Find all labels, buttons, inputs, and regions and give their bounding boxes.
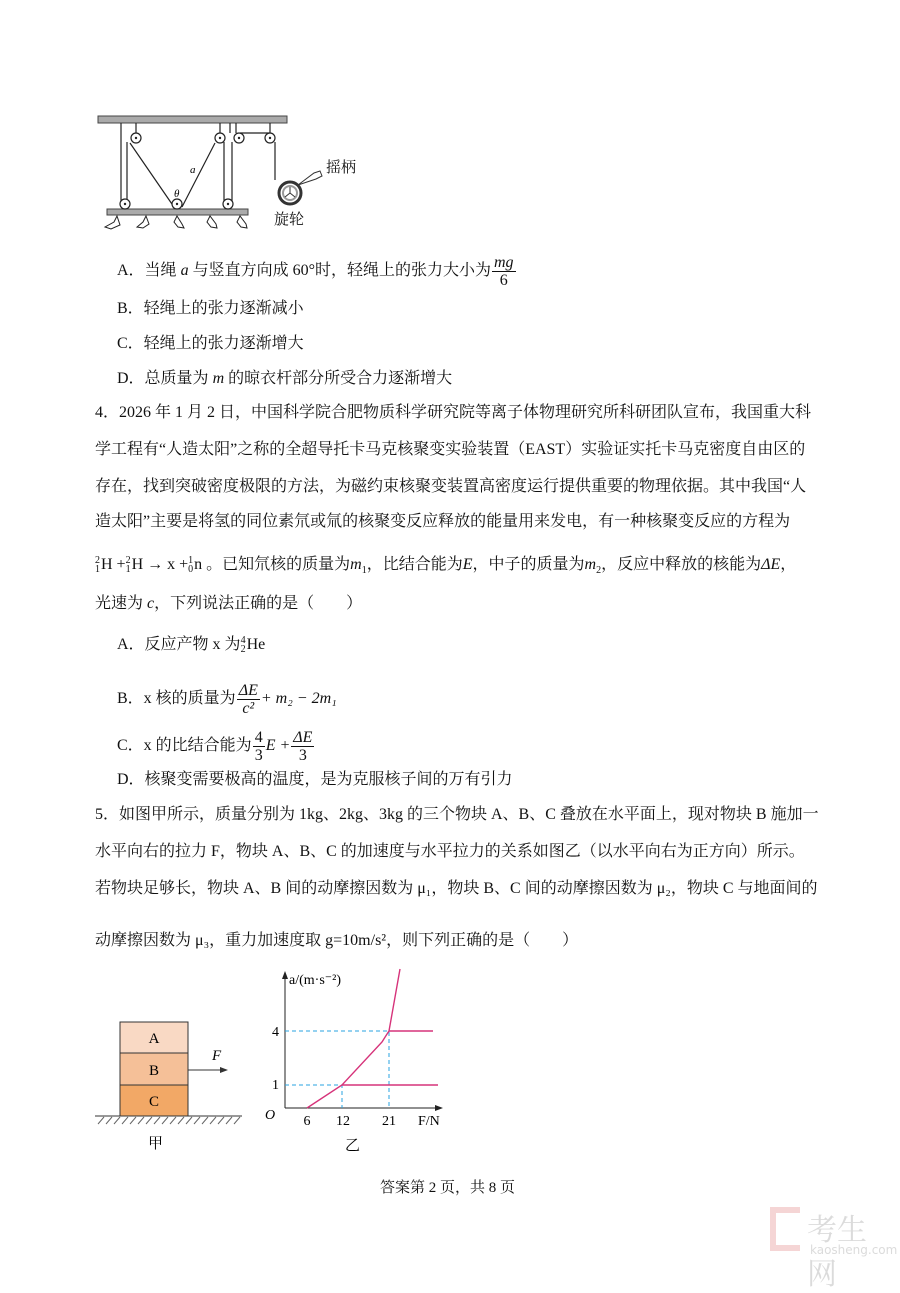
q5-stem-line: 水平向右的拉力 F，物块 A、B、C 的加速度与水平拉力的关系如图乙（以水平向右为正方向）所示。 (95, 843, 805, 860)
wheel-icon (279, 171, 322, 204)
q4-stem-line: 学工程有“人造太阳”之称的全超导托卡马克核聚变实验装置（EAST）实验证实托卡马克密度自由区的 (95, 441, 806, 458)
y-tick-1: 1 (272, 1078, 279, 1093)
q3-option-a: A．当绳 a 与竖直方向成 60°时，轻绳上的张力大小为 $\frac{mg}{6}$ (117, 254, 514, 289)
x-tick-12: 12 (336, 1114, 350, 1129)
force-label: F (212, 1048, 222, 1064)
watermark-url: kaosheng.com (810, 1243, 898, 1257)
q4-equation-line: 2 1 H + 2 1 H → x + 1 0 n 。已知氘核的质量为$m_1$，比结合能为E，中子的质量为$m_2$，反应中释放的核能为ΔE， (95, 555, 797, 577)
figure-caption-jia: 甲 (148, 1136, 164, 1152)
x-tick-6: 6 (303, 1114, 311, 1129)
q5-stem-line: 动摩擦因数为 μ₃，重力加速度取 g=10m/s²，则下列正确的是（ ） (95, 932, 579, 949)
curve-a-vs-f (307, 969, 400, 1108)
guide-line-21-4 (285, 1031, 389, 1108)
y-axis-label: a/(m·s⁻²) (289, 973, 342, 988)
block-b-label: B (148, 1063, 160, 1079)
q4-stem-line: 4．2026 年 1 月 2 日，中国科学院合肥物质科学研究院等离子体物理研究所科研团队宣布，我国重大科 (95, 404, 812, 421)
q5-stem-line: 5．如图甲所示，质量分别为 1kg、2kg、3kg 的三个物块 A、B、C 叠放在水平面上，现对物块 B 施加一 (95, 806, 819, 823)
q4-option-d: D．核聚变需要极高的温度，是为克服核子间的万有引力 (117, 771, 513, 788)
page-footer: 答案第 2 页，共 8 页 (380, 1180, 516, 1196)
q4-stem-line: 存在，找到突破密度极限的方法，为磁约束核聚变装置高密度运行提供重要的物理依据。其中我国“人 (95, 478, 807, 495)
kaosheng-watermark-logo (770, 1205, 898, 1292)
watermark-brand: 考生网 (807, 1213, 867, 1292)
block-c-label: C (148, 1094, 160, 1110)
y-tick-4: 4 (272, 1025, 279, 1040)
stacked-blocks-figure (90, 1015, 260, 1155)
q4-stem-line: 造太阳”主要是将氢的同位素氘或氚的核聚变反应释放的能量用来发电，有一种核聚变反应的方程为 (95, 513, 791, 530)
q5-stem-line: 若物块足够长，物块 A、B 间的动摩擦因数为 μ₁，物块 B、C 间的动摩擦因数为 μ₂，物块 C 与地面间的 (95, 880, 818, 897)
q4-option-a: A．反应产物 x 为 4 2 He (117, 635, 266, 656)
block-a-label: A (148, 1031, 160, 1047)
q3-option-b: B．轻绳上的张力逐渐减小 (117, 300, 304, 317)
acceleration-force-graph (255, 962, 455, 1157)
x-tick-21: 21 (382, 1114, 396, 1129)
wheel-label: 旋轮 (274, 212, 305, 228)
q4-option-c: C．x 的比结合能为 $\frac{4}{3}$ E + $\frac{\Delta E}{3}$ (117, 729, 313, 764)
figure-caption-yi: 乙 (345, 1138, 361, 1154)
q3-option-d: D．总质量为 m 的晾衣杆部分所受合力逐渐增大 (117, 370, 453, 387)
origin-label: O (265, 1108, 276, 1123)
q4-option-b: B．x 核的质量为 $\frac{\Delta E}{\text{c²}}+ m_2 - 2m_1$ (117, 682, 337, 717)
rope-label: a (190, 164, 196, 176)
q3-option-c: C．轻绳上的张力逐渐增大 (117, 335, 304, 352)
q4-stem-line: 光速为 c，下列说法正确的是（ ） (95, 595, 363, 612)
hanger-hooks-icon (105, 216, 247, 229)
angle-label: θ (174, 188, 180, 200)
crank-label: 摇柄 (326, 160, 357, 176)
x-axis-label: F/N (418, 1114, 440, 1129)
